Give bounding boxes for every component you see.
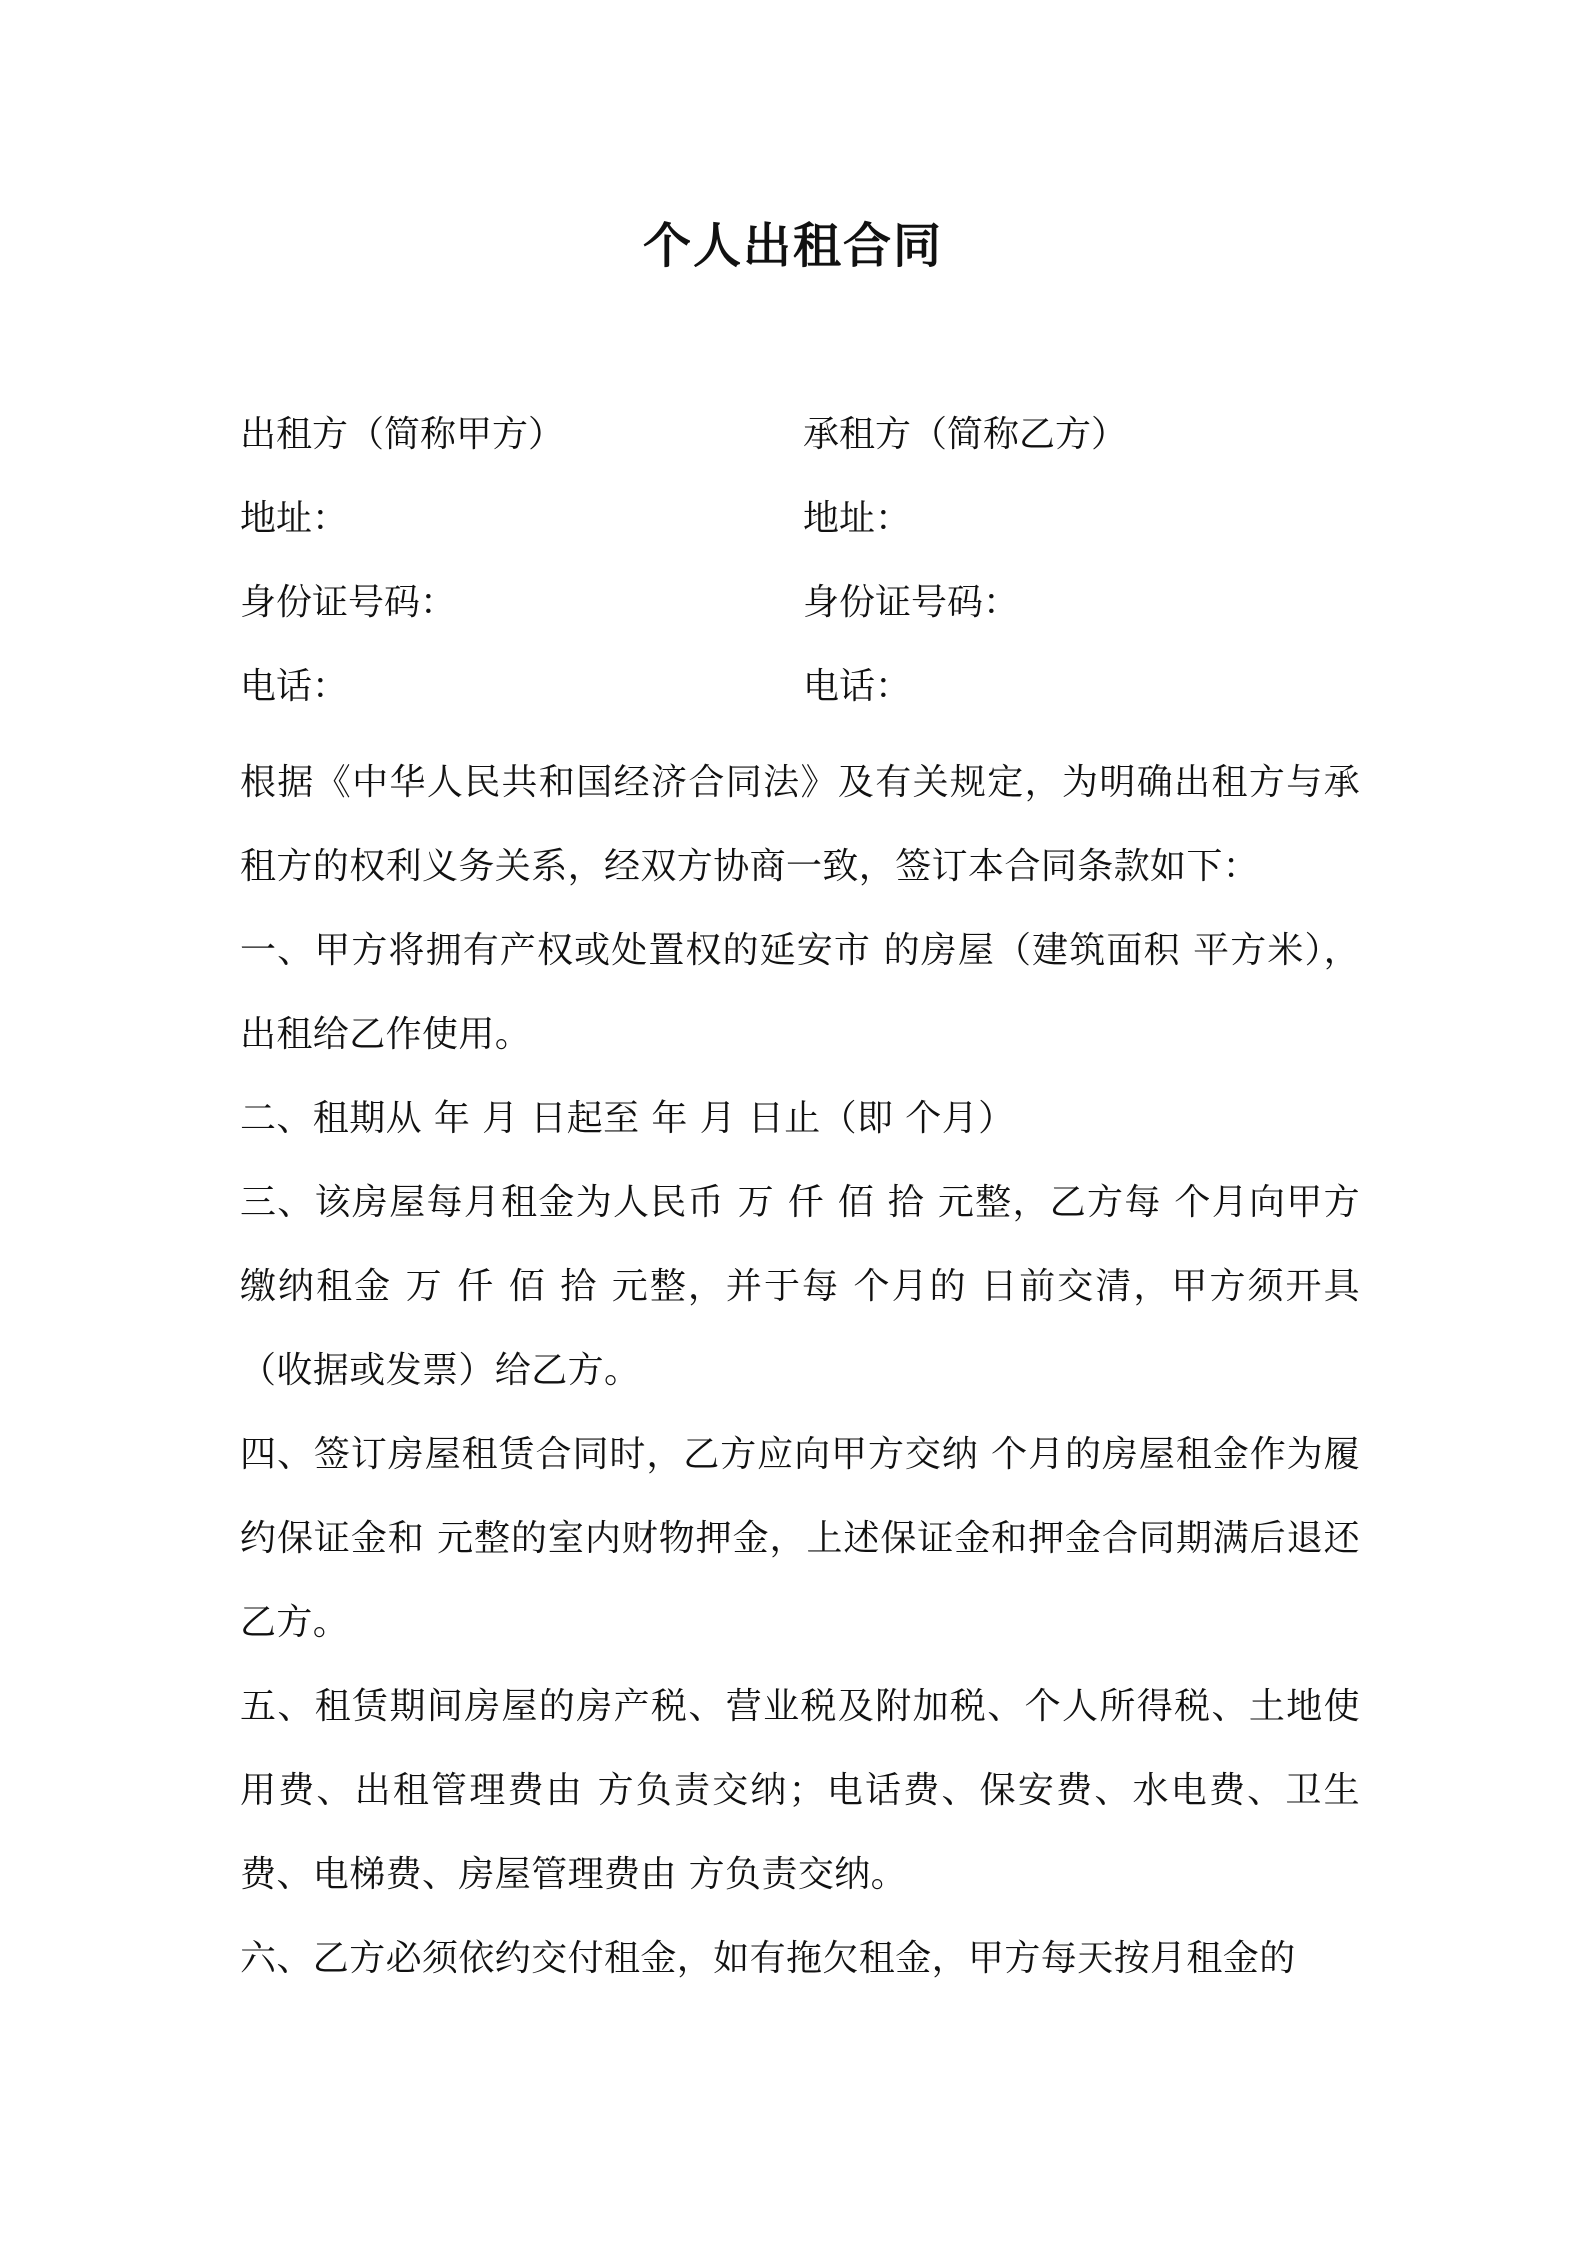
lessor-label: 出租方（简称甲方） [240, 414, 565, 455]
clause-1-property: 一、甲方将拥有产权或处置权的延安市 的房屋（建筑面积 平方米），出租给乙作使用。 [240, 930, 1360, 1055]
lessor-phone-label: 电话： [240, 666, 349, 707]
party-row-id-number [240, 573, 1360, 657]
party-row-role [240, 405, 1360, 489]
lessee-label: 承租方（简称乙方） [803, 414, 1128, 455]
lessee-id-label: 身份证号码： [803, 582, 1020, 623]
party-row-address [240, 489, 1360, 573]
lessor-address-label: 地址： [240, 498, 349, 539]
party-info-grid [240, 405, 1360, 741]
party-row-phone [240, 657, 1360, 741]
preamble-paragraph: 根据《中华人民共和国经济合同法》及有关规定，为明确出租方与承租方的权利义务关系，经双方协商一致，签订本合同条款如下： [240, 762, 1360, 887]
clause-6-late-payment: 六、乙方必须依约交付租金，如有拖欠租金，甲方每天按月租金的 [240, 1938, 1296, 1979]
lessee-address-label: 地址： [803, 498, 912, 539]
document-title: 个人出租合同 [642, 218, 943, 274]
contract-body [240, 741, 1360, 2001]
clause-5-taxes-fees: 五、租赁期间房屋的房产税、营业税及附加税、个人所得税、土地使用费、出租管理费由 方负责交纳；电话费、保安费、水电费、卫生费、电梯费、房屋管理费由 方负责交纳。 [240, 1686, 1360, 1895]
lessee-phone-label: 电话： [803, 666, 912, 707]
clause-3-rent: 三、该房屋每月租金为人民币 万 仟 佰 拾 元整，乙方每 个月向甲方缴纳租金 万 仟 佰 拾 元整，并于每 个月的 日前交清，甲方须开具（收据或发票）给乙方。 [240, 1182, 1360, 1391]
lessor-id-label: 身份证号码： [240, 582, 457, 623]
clause-2-term: 二、租期从 年 月 日起至 年 月 日止（即 个月） [240, 1098, 1015, 1139]
clause-4-deposit: 四、签订房屋租赁合同时，乙方应向甲方交纳 个月的房屋租金作为履约保证金和 元整的室内财物押金，上述保证金和押金合同期满后退还乙方。 [240, 1434, 1360, 1643]
